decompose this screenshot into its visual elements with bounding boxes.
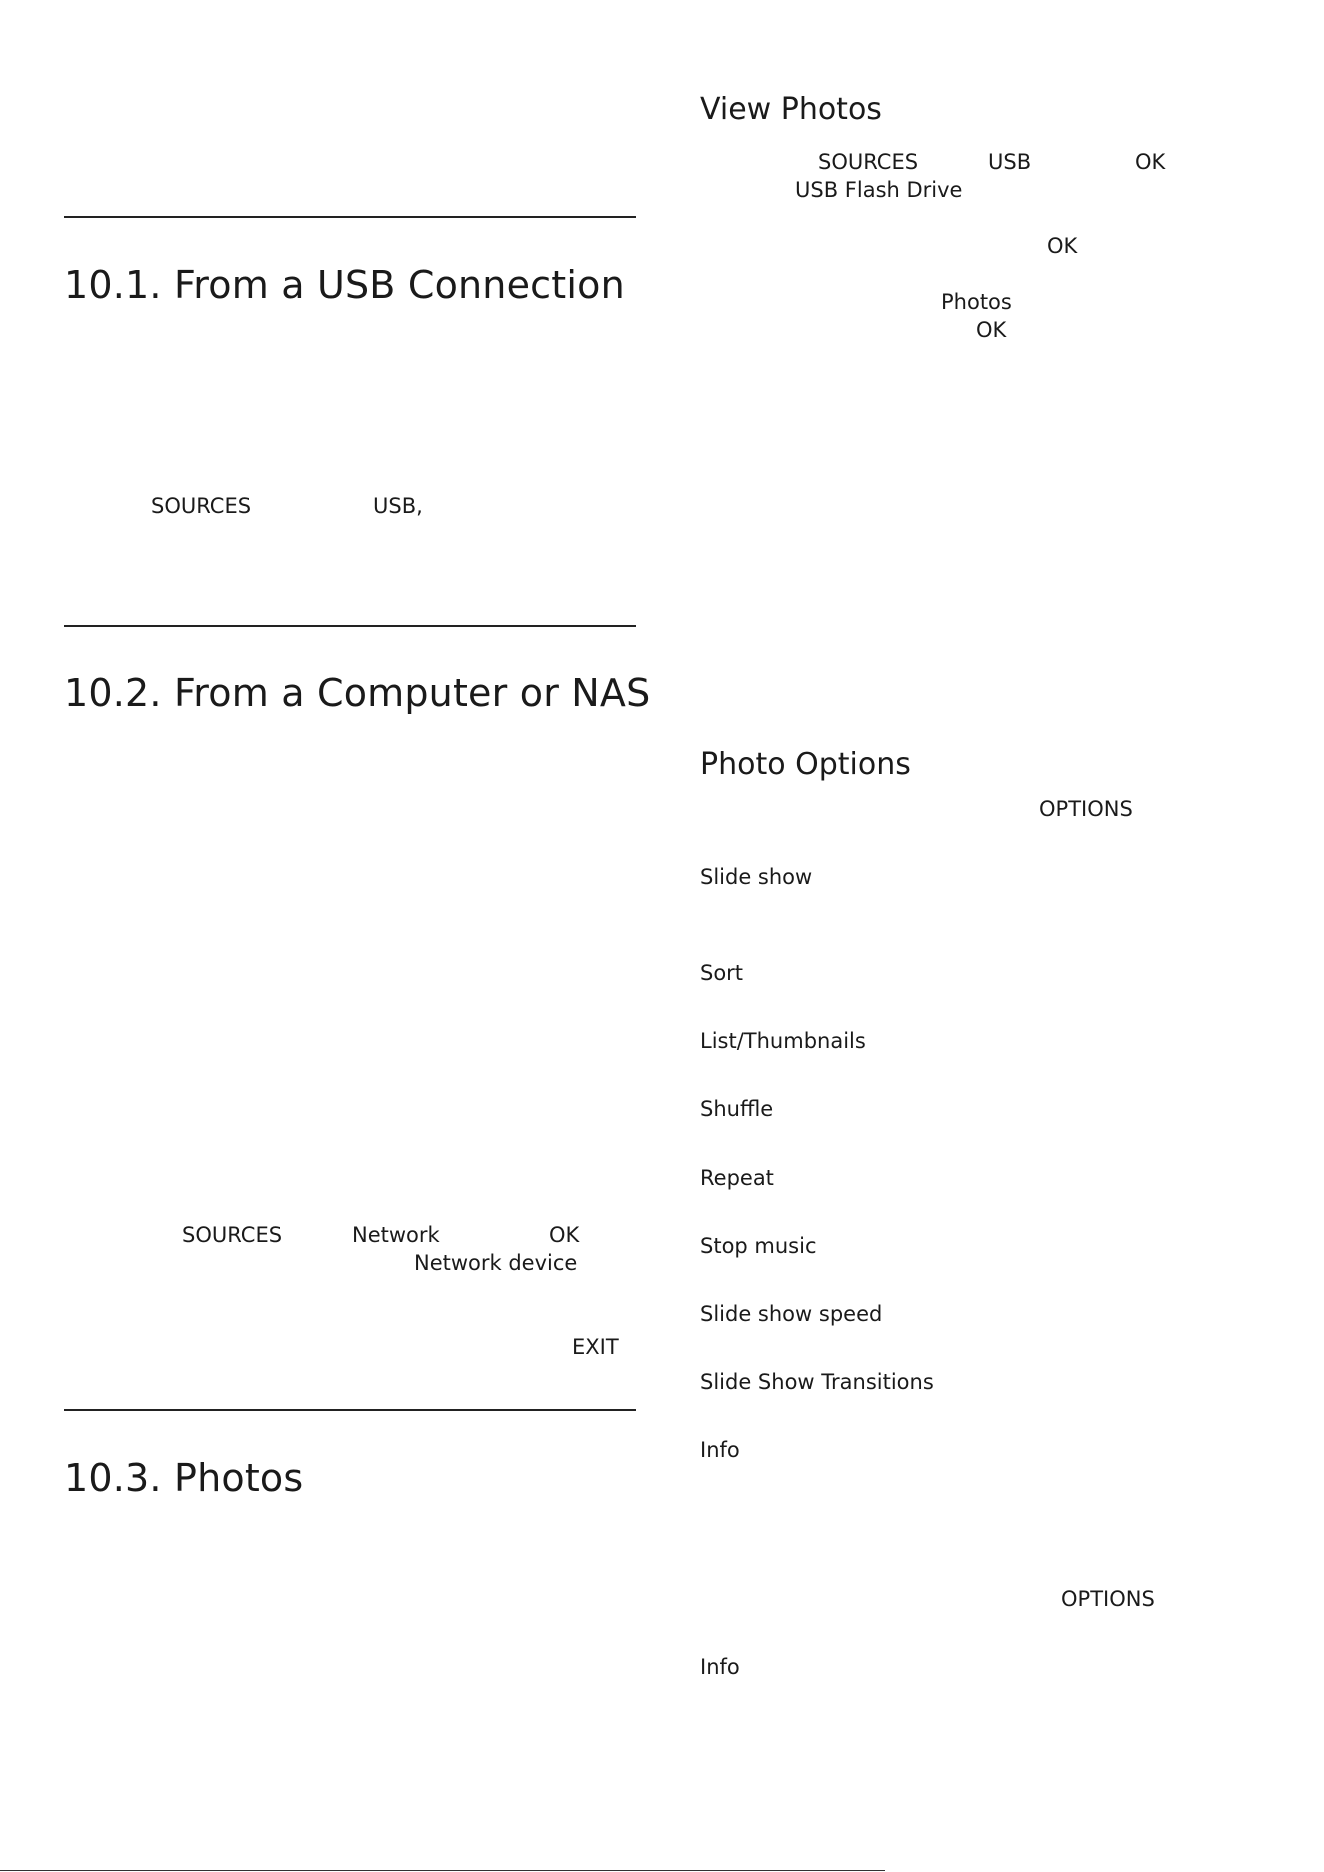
- option-stop-music: Stop music: [700, 1234, 817, 1258]
- option-sort: Sort: [700, 961, 744, 985]
- keyword-photos: Photos: [941, 290, 1012, 314]
- keyword-ok: OK: [1135, 150, 1166, 174]
- heading-view-photos: View Photos: [700, 92, 882, 127]
- option-slide-show: Slide show: [700, 865, 813, 889]
- option-shuffle: Shuffle: [700, 1097, 774, 1121]
- section-divider-network: [64, 625, 636, 627]
- keyword-options: OPTIONS: [1039, 797, 1133, 821]
- keyword-ok: OK: [976, 318, 1007, 342]
- keyword-network-device: Network device: [414, 1251, 578, 1275]
- option-repeat: Repeat: [700, 1166, 774, 1190]
- heading-usb-connection: 10.1. From a USB Connection: [64, 263, 625, 307]
- keyword-ok: OK: [1047, 234, 1078, 258]
- keyword-sources: SOURCES: [818, 150, 919, 174]
- keyword-exit: EXIT: [572, 1335, 619, 1359]
- section-divider-photos: [64, 1409, 636, 1411]
- option-slide-show-transitions: Slide Show Transitions: [700, 1370, 934, 1394]
- keyword-usb-flash-drive: USB Flash Drive: [795, 178, 963, 202]
- heading-photo-options: Photo Options: [700, 747, 911, 782]
- keyword-options: OPTIONS: [1061, 1587, 1155, 1611]
- heading-photos: 10.3. Photos: [64, 1456, 304, 1500]
- keyword-ok: OK: [549, 1223, 580, 1247]
- footer-rule: [0, 1870, 885, 1871]
- heading-computer-nas: 10.2. From a Computer or NAS: [64, 671, 651, 715]
- keyword-network: Network: [352, 1223, 440, 1247]
- keyword-sources: SOURCES: [182, 1223, 283, 1247]
- keyword-usb: USB,: [373, 494, 423, 518]
- keyword-sources: SOURCES: [151, 494, 252, 518]
- option-slide-show-speed: Slide show speed: [700, 1302, 883, 1326]
- option-info: Info: [700, 1655, 740, 1679]
- option-info: Info: [700, 1438, 740, 1462]
- option-list-thumbnails: List/Thumbnails: [700, 1029, 866, 1053]
- section-divider-usb: [64, 216, 636, 218]
- keyword-usb: USB: [988, 150, 1032, 174]
